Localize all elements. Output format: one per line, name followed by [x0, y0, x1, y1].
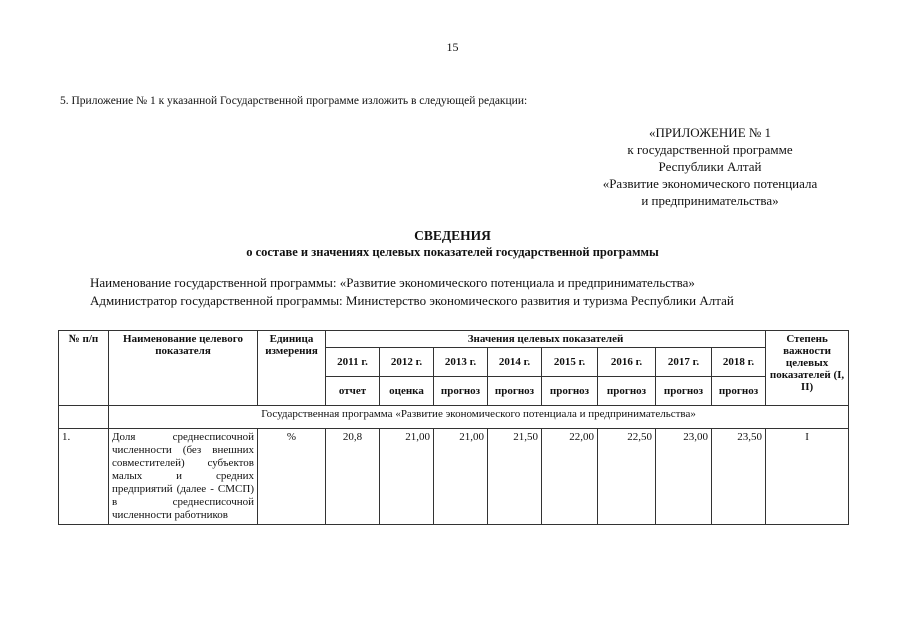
header-unit: Единица измерения: [258, 331, 326, 406]
row-num: 1.: [59, 429, 109, 525]
row-value: 21,00: [434, 429, 488, 525]
indicators-table: [58, 330, 849, 525]
status-header: оценка: [380, 377, 434, 406]
appendix-line: и предпринимательства»: [641, 193, 779, 208]
table-header-row: [59, 331, 849, 348]
header-importance: Степень важности целевых показателей (I, II): [766, 331, 849, 406]
row-value: 21,50: [488, 429, 542, 525]
document-title: СВЕДЕНИЯ: [414, 228, 491, 243]
year-header: 2013 г.: [434, 348, 488, 377]
administrator-line: Администратор государственной программы: Министерство экономического развития и туризма Республики Алтай: [90, 293, 734, 308]
row-value: 22,00: [542, 429, 598, 525]
year-header: 2014 г.: [488, 348, 542, 377]
status-header: прогноз: [598, 377, 656, 406]
program-section-label: Государственная программа «Развитие экономического потенциала и предпринимательства»: [109, 406, 849, 429]
document-subtitle: о составе и значениях целевых показателей государственной программы: [246, 245, 659, 259]
row-value: 21,00: [380, 429, 434, 525]
row-unit: %: [258, 429, 326, 525]
program-section-empty: [59, 406, 109, 429]
header-name: Наименование целевого показателя: [109, 331, 258, 406]
program-meta: [90, 274, 734, 310]
row-value: 22,50: [598, 429, 656, 525]
appendix-line: к государственной программе: [627, 142, 793, 157]
row-value: 20,8: [326, 429, 380, 525]
status-header: прогноз: [434, 377, 488, 406]
year-header: 2012 г.: [380, 348, 434, 377]
status-header: прогноз: [488, 377, 542, 406]
appendix-line: «Развитие экономического потенциала: [602, 176, 818, 191]
appendix-line: «ПРИЛОЖЕНИЕ № 1: [648, 125, 772, 140]
year-header: 2018 г.: [712, 348, 766, 377]
row-value: 23,50: [712, 429, 766, 525]
program-name-line: Наименование государственной программы: «Развитие экономического потенциала и предпринимательства»: [90, 275, 695, 290]
program-section-row: [59, 406, 849, 429]
header-num: № п/п: [59, 331, 109, 406]
status-header: прогноз: [542, 377, 598, 406]
year-header: 2015 г.: [542, 348, 598, 377]
table-row: [59, 429, 849, 525]
year-header: 2017 г.: [656, 348, 712, 377]
status-header: отчет: [326, 377, 380, 406]
row-name: Доля среднесписочной численности (без внешних совместителей) субъектов малых и средних предприятий (далее - СМСП) в среднесписочной численности работников: [109, 429, 258, 525]
row-value: 23,00: [656, 429, 712, 525]
appendix-header: [560, 124, 860, 209]
intro-text: 5. Приложение № 1 к указанной Государственной программе изложить в следующей редакции:: [60, 95, 528, 107]
year-header: 2016 г.: [598, 348, 656, 377]
status-header: прогноз: [712, 377, 766, 406]
year-header: 2011 г.: [326, 348, 380, 377]
appendix-line: Республики Алтай: [658, 159, 762, 174]
header-values: Значения целевых показателей: [326, 331, 766, 348]
status-header: прогноз: [656, 377, 712, 406]
row-importance: I: [766, 429, 849, 525]
page-number: 15: [446, 40, 459, 54]
